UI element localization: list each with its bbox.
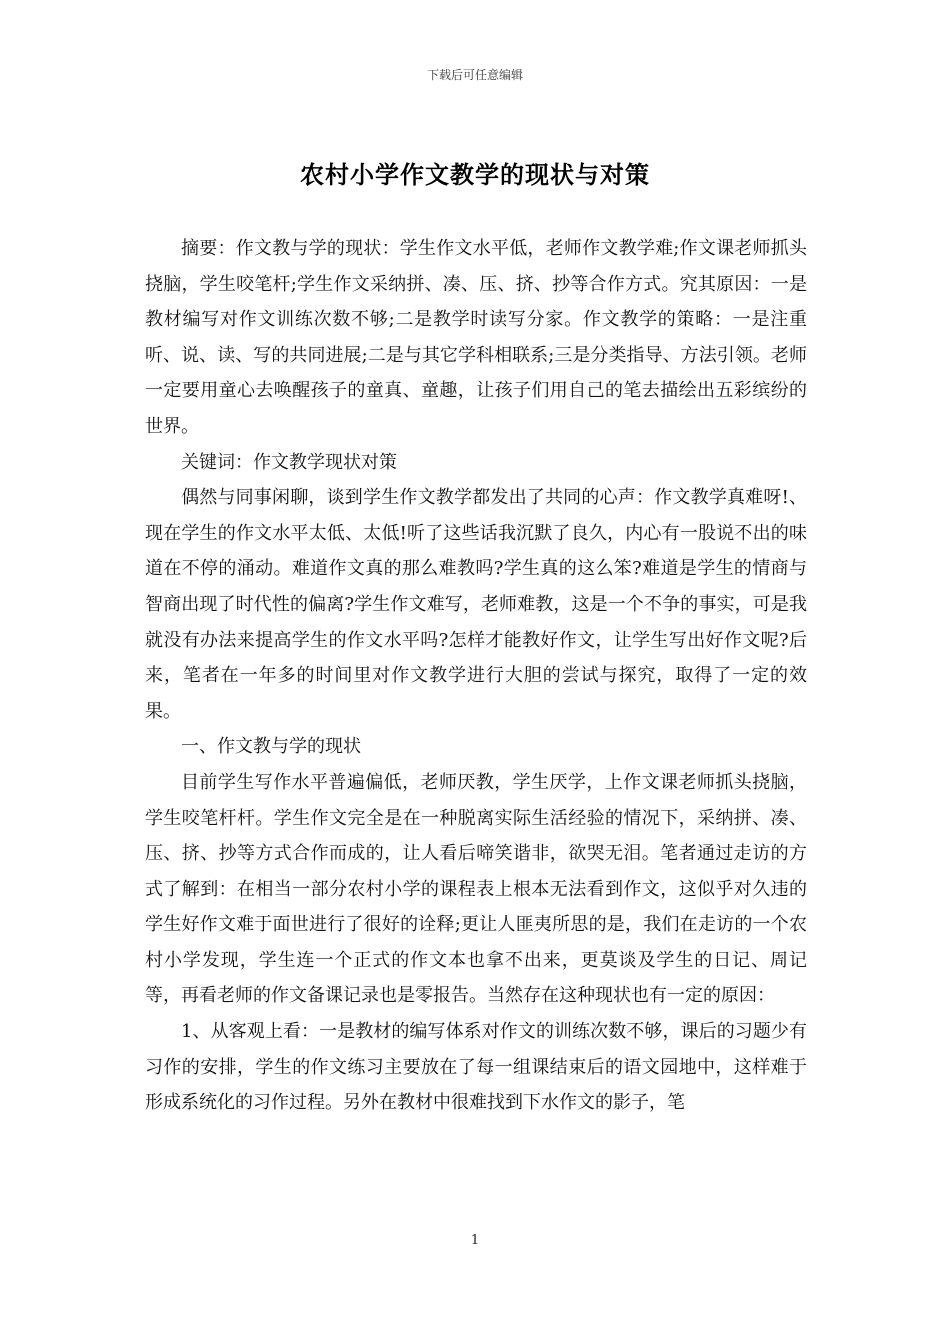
section-heading: 一、作文教与学的现状 [181, 736, 361, 758]
keywords-paragraph: 关键词：作文教学现状对策 [181, 451, 397, 473]
document-title: 农村小学作文教学的现状与对策 [300, 160, 650, 189]
body-paragraph: 1、从客观上看：一是教材的编写体系对作文的训练次数不够，课后的习题少有习作的安排，学生的作文练习主要放在了每一组课结束后的语文园地中，这样难于形成系统化的习作过程。另外在教材中很难找到下水作文的影子，笔 [145, 1021, 807, 1114]
page-number: 1 [470, 1233, 480, 1248]
page-header: 下载后可任意编辑 [426, 68, 523, 82]
body-paragraph: 目前学生写作水平普遍偏低，老师厌教，学生厌学，上作文课老师抓头挠脑，学生咬笔杆杆。学生作文完全是在一种脱离实际生活经验的情况下，采纳拼、凑、压、挤、抄等方式合作而成的，让人看后啼笑谐非，欲哭无泪。笔者通过走访的方式了解到：在相当一部分农村小学的课程表上根本无法看到作文，这似乎对久违的学生好作文难于面世进行了很好的诠释;更让人匪夷所思的是，我们在走访的一个农村小学发现，学生连一个正式的作文本也拿不出来，更莫谈及学生的日记、周记等，再看老师的作文备课记录也是零报告。当然存在这种现状也有一定的原因： [145, 771, 807, 1007]
document-body [145, 231, 807, 1121]
intro-paragraph: 偶然与同事闲聊，谈到学生作文教学都发出了共同的心声：作文教学真难呀!、现在学生的作文水平太低、太低!听了这些话我沉默了良久，内心有一股说不出的味道在不停的涌动。难道作文真的那么难教吗?学生真的这么笨?难道是学生的情商与智商出现了时代性的偏离?学生作文难写，老师难教，这是一个不争的事实，可是我就没有办法来提高学生的作文水平吗?怎样才能教好作文，让学生写出好作文呢?后来，笔者在一年多的时间里对作文教学进行大胆的尝试与探究，取得了一定的效果。 [145, 487, 807, 722]
abstract-paragraph: 摘要：作文教与学的现状：学生作文水平低，老师作文教学难;作文课老师抓头挠脑，学生咬笔杆;学生作文采纳拼、凑、压、挤、抄等合作方式。究其原因：一是教材编写对作文训练次数不够;二是教学时读写分家。作文教学的策略：一是注重听、说、读、写的共同进展;二是与其它学科相联系;三是分类指导、方法引领。老师一定要用童心去唤醒孩子的童真、童趣，让孩子们用自己的笔去描绘出五彩缤纷的世界。 [145, 238, 807, 437]
